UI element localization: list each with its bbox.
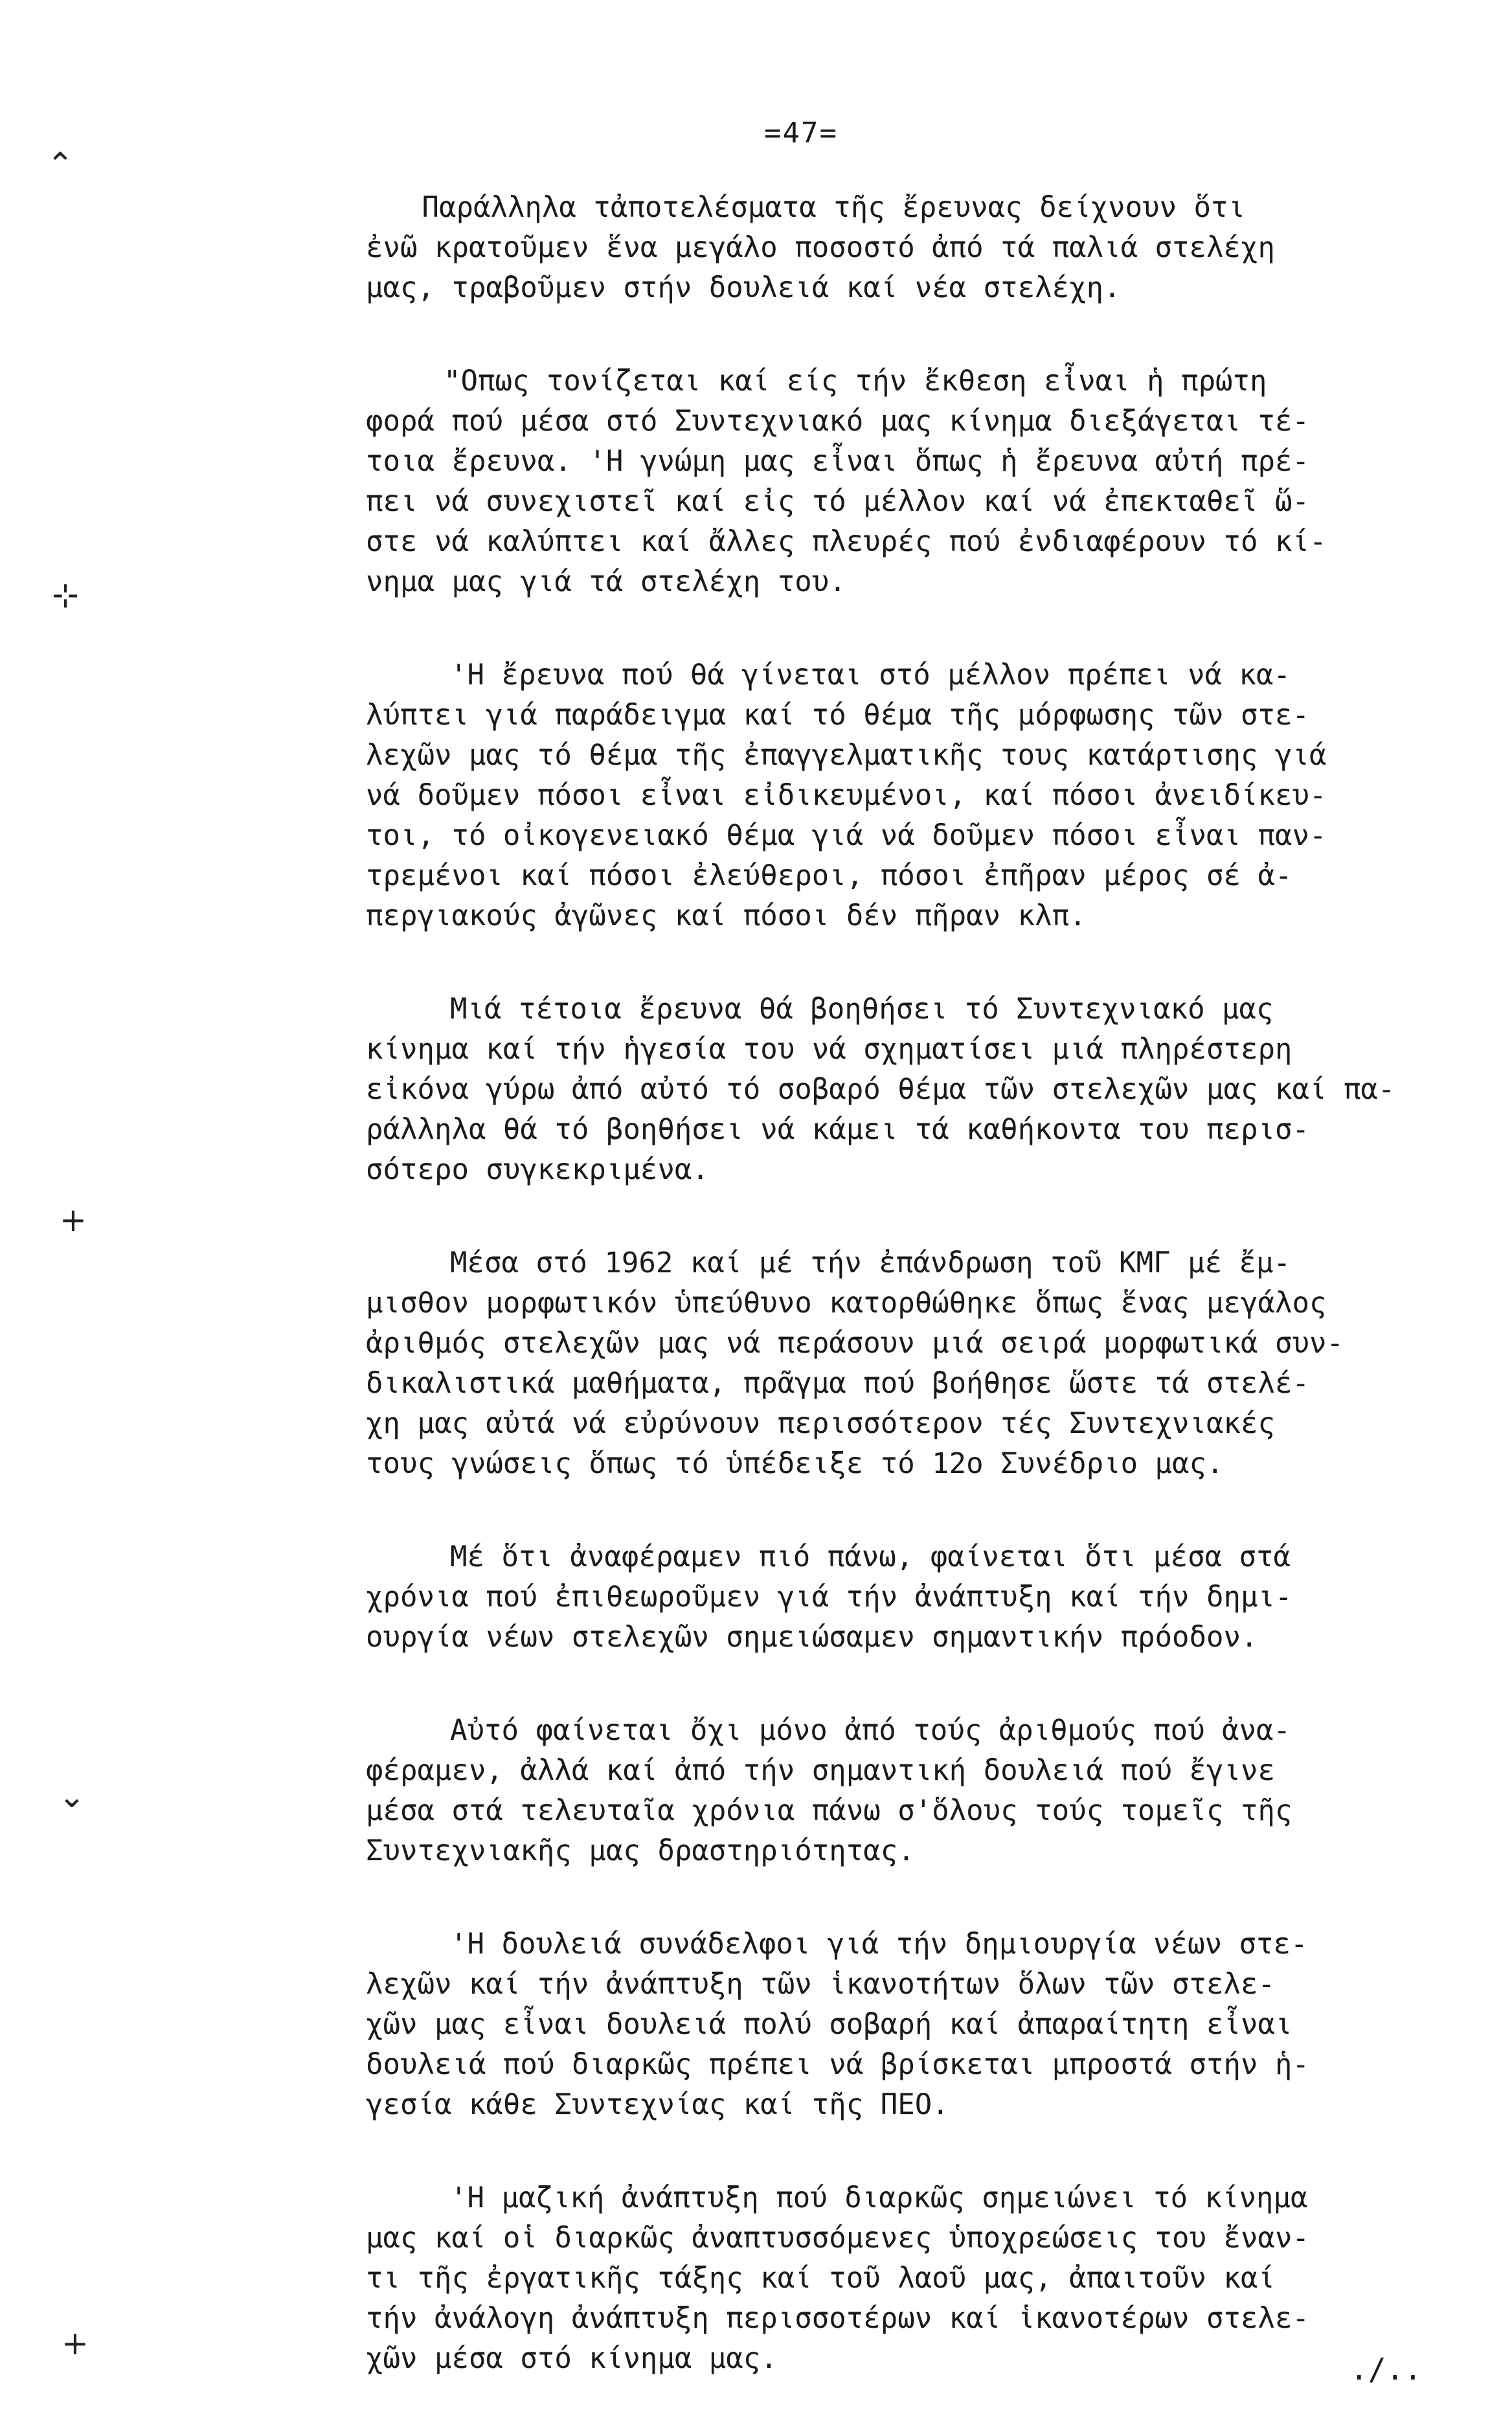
text-line: Παράλληλα τἀποτελέσματα τῆς ἔρευνας δείχνουν ὅτι <box>405 191 1246 224</box>
text-line: δουλειά πού διαρκῶς πρέπει νά βρίσκεται μπροστά στήν ἡ- <box>366 2048 1309 2081</box>
text-line: σότερο συγκεκριμένα. <box>366 1153 709 1186</box>
text-line: μέσα στά τελευταῖα χρόνια πάνω σ'ὅλους τούς τομεῖς τῆς <box>366 1794 1292 1827</box>
paragraph <box>366 2178 1480 2379</box>
text-line: γεσία κάθε Συντεχνίας καί τῆς ΠΕΟ. <box>366 2088 949 2121</box>
margin-mark: ⌃ <box>47 146 74 183</box>
text-line: περγιακούς ἀγῶνες καί πόσοι δέν πῆραν κλπ. <box>366 899 1087 932</box>
margin-mark: ⊹ <box>52 576 79 614</box>
text-line: χῶν μας εἶναι δουλειά πολύ σοβαρή καί ἀπαραίτητη εἶναι <box>366 2008 1292 2041</box>
page-number: =47= <box>764 117 838 150</box>
margin-mark: ⌄ <box>58 1777 85 1815</box>
text-line: Μέσα στό 1962 καί μέ τήν ἐπάνδρωση τοῦ ΚΜΓ μέ ἔμ- <box>450 1246 1291 1279</box>
text-line: ράλληλα θά τό βοηθήσει νά κάμει τά καθήκοντα του περισ- <box>366 1113 1309 1146</box>
text-line: ἀριθμός στελεχῶν μας νά περάσουν μιά σειρά μορφωτικά συν- <box>366 1327 1344 1360</box>
paragraph <box>366 1924 1480 2125</box>
document-body <box>366 188 1480 2432</box>
text-line: φορά πού μέσα στό Συντεχνιακό μας κίνημα διεξάγεται τέ- <box>366 405 1309 438</box>
text-line: στε νά καλύπτει καί ἄλλες πλευρές πού ἐνδιαφέρουν τό κί- <box>366 525 1327 558</box>
text-line: κίνημα καί τήν ἡγεσία του νά σχηματίσει μιά πληρέστερη <box>366 1033 1292 1066</box>
text-line: Μέ ὅτι ἀναφέραμεν πιό πάνω, φαίνεται ὅτι μέσα στά <box>450 1540 1291 1573</box>
text-line: Συντεχνιακῆς μας δραστηριότητας. <box>366 1834 915 1867</box>
text-line: μας, τραβοῦμεν στήν δουλειά καί νέα στελέχη. <box>366 271 1121 304</box>
text-line: πει νά συνεχιστεῖ καί εἰς τό μέλλον καί νά ἐπεκταθεῖ ὥ- <box>366 485 1309 518</box>
text-line: τοι, τό οἰκογενειακό θέμα γιά νά δοῦμεν πόσοι εἶναι παν- <box>366 819 1327 852</box>
text-line: 'Η μαζική ἀνάπτυξη πού διαρκῶς σημειώνει τό κίνημα <box>450 2181 1308 2214</box>
text-line: φέραμεν, ἀλλά καί ἀπό τήν σημαντική δουλειά πού ἔγινε <box>366 1754 1275 1787</box>
text-line: μισθον μορφωτικόν ὑπεύθυνο κατορθώθηκε ὅπως ἕνας μεγάλος <box>366 1287 1327 1320</box>
text-line: χρόνια πού ἐπιθεωροῦμεν γιά τήν ἀνάπτυξη καί τήν δημι- <box>366 1581 1292 1614</box>
continuation-mark: ./.. <box>1350 2352 1422 2387</box>
text-line: χῶν μέσα στό κίνημα μας. <box>366 2342 778 2375</box>
paragraph <box>366 188 1480 308</box>
text-line: δικαλιστικά μαθήματα, πρᾶγμα πού βοήθησε ὥστε τά στελέ- <box>366 1367 1309 1400</box>
text-line: λεχῶν καί τήν ἀνάπτυξη τῶν ἱκανοτήτων ὅλων τῶν στελε- <box>366 1968 1275 2001</box>
text-line: τρεμένοι καί πόσοι ἐλεύθεροι, πόσοι ἐπῆραν μέρος σέ ἀ- <box>366 859 1292 892</box>
paragraph <box>366 361 1480 602</box>
paragraph <box>366 989 1480 1190</box>
text-line: ουργία νέων στελεχῶν σημειώσαμεν σημαντικήν πρόοδον. <box>366 1621 1258 1654</box>
text-line: Μιά τέτοια ἔρευνα θά βοηθήσει τό Συντεχνιακό μας <box>450 993 1274 1026</box>
paragraph <box>366 1711 1480 1871</box>
text-line: τοια ἔρευνα. 'Η γνώμη μας εἶναι ὅπως ἡ ἔρευνα αὐτή πρέ- <box>366 445 1309 478</box>
text-line: χη μας αὐτά νά εὐρύνουν περισσότερον τές Συντεχνιακές <box>366 1407 1275 1440</box>
text-line: "Οπως τονίζεται καί είς τήν ἔκθεση εἶναι ἡ πρώτη <box>444 365 1267 398</box>
text-line: 'Η ἔρευνα πού θά γίνεται στό μέλλον πρέπει νά κα- <box>450 659 1291 692</box>
text-line: λεχῶν μας τό θέμα τῆς ἐπαγγελματικῆς τους κατάρτισης γιά <box>366 739 1327 772</box>
text-line: τήν ἀνάλογη ἀνάπτυξη περισσοτέρων καί ἱκανοτέρων στελε- <box>366 2302 1309 2335</box>
text-line: 'Η δουλειά συνάδελφοι γιά τήν δημιουργία νέων στε- <box>450 1928 1308 1961</box>
text-line: τι τῆς ἐργατικῆς τάξης καί τοῦ λαοῦ μας, ἀπαιτοῦν καί <box>366 2262 1275 2295</box>
paragraph <box>366 655 1480 936</box>
paragraph <box>366 1243 1480 1484</box>
text-line: νά δοῦμεν πόσοι εἶναι εἰδικευμένοι, καί πόσοι ἀνειδίκευ- <box>366 779 1327 812</box>
text-line: λύπτει γιά παράδειγμα καί τό θέμα τῆς μόρφωσης τῶν στε- <box>366 699 1309 732</box>
margin-mark: + <box>60 1201 87 1239</box>
text-line: εἰκόνα γύρω ἀπό αὐτό τό σοβαρό θέμα τῶν στελεχῶν μας καί πα- <box>366 1073 1395 1106</box>
paragraph <box>366 1537 1480 1658</box>
margin-mark: + <box>62 2325 89 2362</box>
text-line: ἐνῶ κρατοῦμεν ἕνα μεγάλο ποσοστό ἀπό τά παλιά στελέχη <box>366 231 1275 264</box>
text-line: μας καί οἱ διαρκῶς ἀναπτυσσόμενες ὑποχρεώσεις του ἔναν- <box>366 2222 1309 2255</box>
text-line: νημα μας γιά τά στελέχη του. <box>366 565 846 598</box>
text-line: τους γνώσεις ὅπως τό ὑπέδειξε τό 12ο Συνέδριο μας. <box>366 1447 1224 1480</box>
text-line: Αὐτό φαίνεται ὄχι μόνο ἀπό τούς ἀριθμούς πού ἀνα- <box>450 1714 1291 1747</box>
